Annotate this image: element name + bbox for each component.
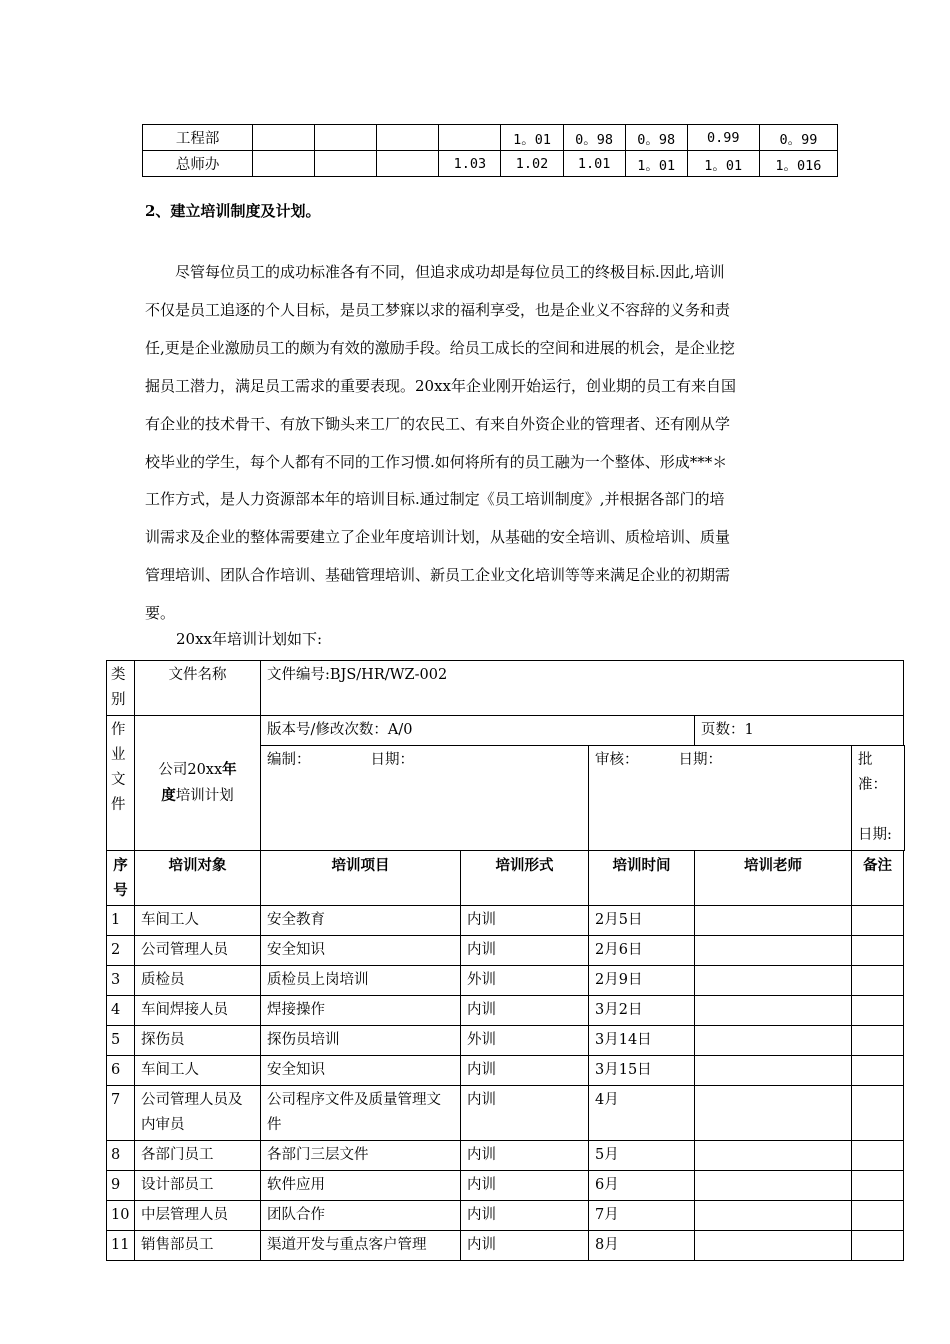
cell-time: 4月 bbox=[589, 1086, 695, 1141]
approved-label: 批准： bbox=[858, 752, 887, 793]
cell-form: 内训 bbox=[461, 1231, 589, 1261]
cell-no: 1 bbox=[107, 906, 135, 936]
body-paragraph bbox=[145, 254, 813, 633]
cell-remark bbox=[852, 1141, 904, 1171]
cell-target: 质检员 bbox=[135, 966, 261, 996]
paragraph-line: 工作方式，是人力资源部本年的培训目标.通过制定《员工培训制度》,并根据各部门的培 bbox=[145, 490, 725, 509]
cell-no: 11 bbox=[107, 1231, 135, 1261]
cell-form: 内训 bbox=[461, 1086, 589, 1141]
indicator-value bbox=[253, 151, 315, 177]
cell-item: 软件应用 bbox=[261, 1171, 461, 1201]
doc-name-b: 年 bbox=[222, 761, 237, 778]
col-header-remark: 备注 bbox=[852, 851, 904, 906]
cell-no: 5 bbox=[107, 1026, 135, 1056]
plan-title: 20xx年培训计划如下: bbox=[176, 630, 323, 648]
file-code: 文件编号:BJS/HR/WZ-002 bbox=[261, 661, 904, 716]
cell-item: 质检员上岗培训 bbox=[261, 966, 461, 996]
cell-item: 安全知识 bbox=[261, 936, 461, 966]
cell-form: 外训 bbox=[461, 966, 589, 996]
col-header-time: 培训时间 bbox=[589, 851, 695, 906]
indicator-value bbox=[315, 125, 377, 151]
cell-time: 3月14日 bbox=[589, 1026, 695, 1056]
table-row bbox=[107, 936, 905, 966]
cell-teacher bbox=[695, 906, 852, 936]
table-row bbox=[107, 966, 905, 996]
cell-no: 7 bbox=[107, 1086, 135, 1141]
column-header-row bbox=[107, 851, 905, 906]
cell-time: 3月2日 bbox=[589, 996, 695, 1026]
table-row bbox=[107, 1231, 905, 1261]
indicator-value: 1.01 bbox=[563, 151, 625, 177]
cell-item: 渠道开发与重点客户管理 bbox=[261, 1231, 461, 1261]
table-row bbox=[107, 1171, 905, 1201]
cell-teacher bbox=[695, 936, 852, 966]
cell-remark bbox=[852, 996, 904, 1026]
cell-item: 安全知识 bbox=[261, 1056, 461, 1086]
approved-cell bbox=[852, 746, 905, 851]
cell-form: 内训 bbox=[461, 996, 589, 1026]
indicator-value: 1。01 bbox=[501, 125, 563, 151]
indicator-table bbox=[142, 124, 838, 177]
col-header-teacher: 培训老师 bbox=[695, 851, 852, 906]
indicator-value: 0.99 bbox=[687, 125, 759, 151]
cell-time: 8月 bbox=[589, 1231, 695, 1261]
reviewed-label: 审核： bbox=[595, 752, 639, 768]
indicator-value bbox=[377, 151, 439, 177]
cell-teacher bbox=[695, 966, 852, 996]
indicator-value: 0。98 bbox=[563, 125, 625, 151]
doc-name-d: 培训计划 bbox=[175, 788, 234, 804]
cell-form: 内训 bbox=[461, 1141, 589, 1171]
cell-form: 外训 bbox=[461, 1026, 589, 1056]
dept-name: 总师办 bbox=[143, 151, 253, 177]
training-plan-table bbox=[106, 660, 905, 1261]
indicator-value: 1.03 bbox=[439, 151, 501, 177]
indicator-value: 0。99 bbox=[759, 125, 837, 151]
pages: 页数：1 bbox=[695, 716, 904, 746]
cell-no: 9 bbox=[107, 1171, 135, 1201]
indicator-value bbox=[315, 151, 377, 177]
cell-form: 内训 bbox=[461, 1201, 589, 1231]
reviewed-date-label: 日期： bbox=[678, 752, 722, 768]
cell-time: 2月6日 bbox=[589, 936, 695, 966]
doc-name-a: 公司20xx bbox=[158, 762, 223, 778]
compiled-date-label: 日期： bbox=[370, 752, 414, 768]
table-row bbox=[107, 1056, 905, 1086]
cell-item: 探伤员培训 bbox=[261, 1026, 461, 1056]
cell-remark bbox=[852, 936, 904, 966]
cell-remark bbox=[852, 1231, 904, 1261]
cell-remark bbox=[852, 1056, 904, 1086]
cell-time: 5月 bbox=[589, 1141, 695, 1171]
col-header-target: 培训对象 bbox=[135, 851, 261, 906]
cell-remark bbox=[852, 1201, 904, 1231]
paragraph-line: 任,更是企业激励员工的颇为有效的激励手段。给员工成长的空间和进展的机会，是企业挖 bbox=[145, 338, 735, 357]
doc-type: 作业文件 bbox=[107, 716, 135, 851]
cell-item: 焊接操作 bbox=[261, 996, 461, 1026]
cell-target: 中层管理人员 bbox=[135, 1201, 261, 1231]
reviewed-cell bbox=[589, 746, 852, 851]
cell-form: 内训 bbox=[461, 936, 589, 966]
paragraph-line: 校毕业的学生，每个人都有不同的工作习惯.如何将所有的员工融为一个整体、形成***＊ bbox=[145, 452, 728, 471]
cell-target: 车间工人 bbox=[135, 1056, 261, 1086]
cell-remark bbox=[852, 1026, 904, 1056]
dept-name: 工程部 bbox=[143, 125, 253, 151]
cell-no: 3 bbox=[107, 966, 135, 996]
cell-time: 2月5日 bbox=[589, 906, 695, 936]
paragraph-line: 不仅是员工追逐的个人目标，是员工梦寐以求的福利享受，也是企业义不容辞的义务和责 bbox=[145, 300, 731, 319]
cell-no: 6 bbox=[107, 1056, 135, 1086]
indicator-value bbox=[439, 125, 501, 151]
paragraph-line: 尽管每位员工的成功标准各有不同，但追求成功却是每位员工的终极目标.因此,培训 bbox=[145, 263, 725, 281]
cell-teacher bbox=[695, 1086, 852, 1141]
cell-time: 2月9日 bbox=[589, 966, 695, 996]
table-row bbox=[107, 1141, 905, 1171]
cell-form: 内训 bbox=[461, 1171, 589, 1201]
cell-time: 3月15日 bbox=[589, 1056, 695, 1086]
cell-remark bbox=[852, 966, 904, 996]
indicator-value: 0。98 bbox=[625, 125, 687, 151]
cell-no: 2 bbox=[107, 936, 135, 966]
indicator-value: 1。01 bbox=[625, 151, 687, 177]
cell-time: 6月 bbox=[589, 1171, 695, 1201]
approved-date-label: 日期: bbox=[858, 827, 892, 843]
paragraph-line: 要。 bbox=[145, 604, 176, 623]
cell-teacher bbox=[695, 1231, 852, 1261]
version: 版本号/修改次数：A/0 bbox=[261, 716, 695, 746]
paragraph-line: 管理培训、团队合作培训、基础管理培训、新员工企业文化培训等等来满足企业的初期需 bbox=[145, 566, 731, 585]
cell-remark bbox=[852, 1171, 904, 1201]
compiled-label: 编制： bbox=[267, 752, 311, 768]
indicator-value: 1。016 bbox=[759, 151, 837, 177]
indicator-row bbox=[143, 125, 838, 151]
cell-item: 各部门三层文件 bbox=[261, 1141, 461, 1171]
cell-target: 设计部员工 bbox=[135, 1171, 261, 1201]
cell-target: 销售部员工 bbox=[135, 1231, 261, 1261]
cell-teacher bbox=[695, 1026, 852, 1056]
cell-form: 内训 bbox=[461, 1056, 589, 1086]
cell-no: 4 bbox=[107, 996, 135, 1026]
cell-remark bbox=[852, 1086, 904, 1141]
file-name-label: 文件名称 bbox=[135, 661, 261, 716]
cell-target: 各部门员工 bbox=[135, 1141, 261, 1171]
table-row bbox=[107, 906, 905, 936]
section-heading: 2、建立培训制度及计划。 bbox=[145, 202, 321, 220]
cell-no: 8 bbox=[107, 1141, 135, 1171]
cell-remark bbox=[852, 906, 904, 936]
cell-teacher bbox=[695, 1201, 852, 1231]
cell-target: 车间工人 bbox=[135, 906, 261, 936]
cell-target: 车间焊接人员 bbox=[135, 996, 261, 1026]
cell-target: 探伤员 bbox=[135, 1026, 261, 1056]
category-label: 类别 bbox=[107, 661, 135, 716]
col-header-form: 培训形式 bbox=[461, 851, 589, 906]
cell-teacher bbox=[695, 1056, 852, 1086]
paragraph-line: 有企业的技术骨干、有放下锄头来工厂的农民工、有来自外资企业的管理者、还有刚从学 bbox=[145, 414, 731, 433]
cell-teacher bbox=[695, 1141, 852, 1171]
indicator-value bbox=[377, 125, 439, 151]
cell-time: 7月 bbox=[589, 1201, 695, 1231]
cell-form: 内训 bbox=[461, 906, 589, 936]
cell-target: 公司管理人员 bbox=[135, 936, 261, 966]
paragraph-line: 掘员工潜力，满足员工需求的重要表现。20xx年企业刚开始运行，创业期的员工有来自国 bbox=[145, 376, 737, 395]
indicator-row bbox=[143, 151, 838, 177]
table-row bbox=[107, 1026, 905, 1056]
table-row bbox=[107, 996, 905, 1026]
cell-item: 公司程序文件及质量管理文件 bbox=[261, 1086, 461, 1141]
doc-name-c: 度 bbox=[161, 787, 176, 804]
table-row bbox=[107, 1086, 905, 1141]
cell-teacher bbox=[695, 996, 852, 1026]
indicator-value bbox=[253, 125, 315, 151]
col-header-no: 序号 bbox=[107, 851, 135, 906]
cell-no: 10 bbox=[107, 1201, 135, 1231]
cell-item: 团队合作 bbox=[261, 1201, 461, 1231]
table-row bbox=[107, 1201, 905, 1231]
cell-teacher bbox=[695, 1171, 852, 1201]
cell-target: 公司管理人员及内审员 bbox=[135, 1086, 261, 1141]
indicator-value: 1。01 bbox=[687, 151, 759, 177]
paragraph-line: 训需求及企业的整体需要建立了企业年度培训计划，从基础的安全培训、质检培训、质量 bbox=[145, 528, 731, 547]
indicator-value: 1.02 bbox=[501, 151, 563, 177]
col-header-item: 培训项目 bbox=[261, 851, 461, 906]
doc-name bbox=[135, 716, 261, 851]
cell-item: 安全教育 bbox=[261, 906, 461, 936]
compiled-cell bbox=[261, 746, 589, 851]
